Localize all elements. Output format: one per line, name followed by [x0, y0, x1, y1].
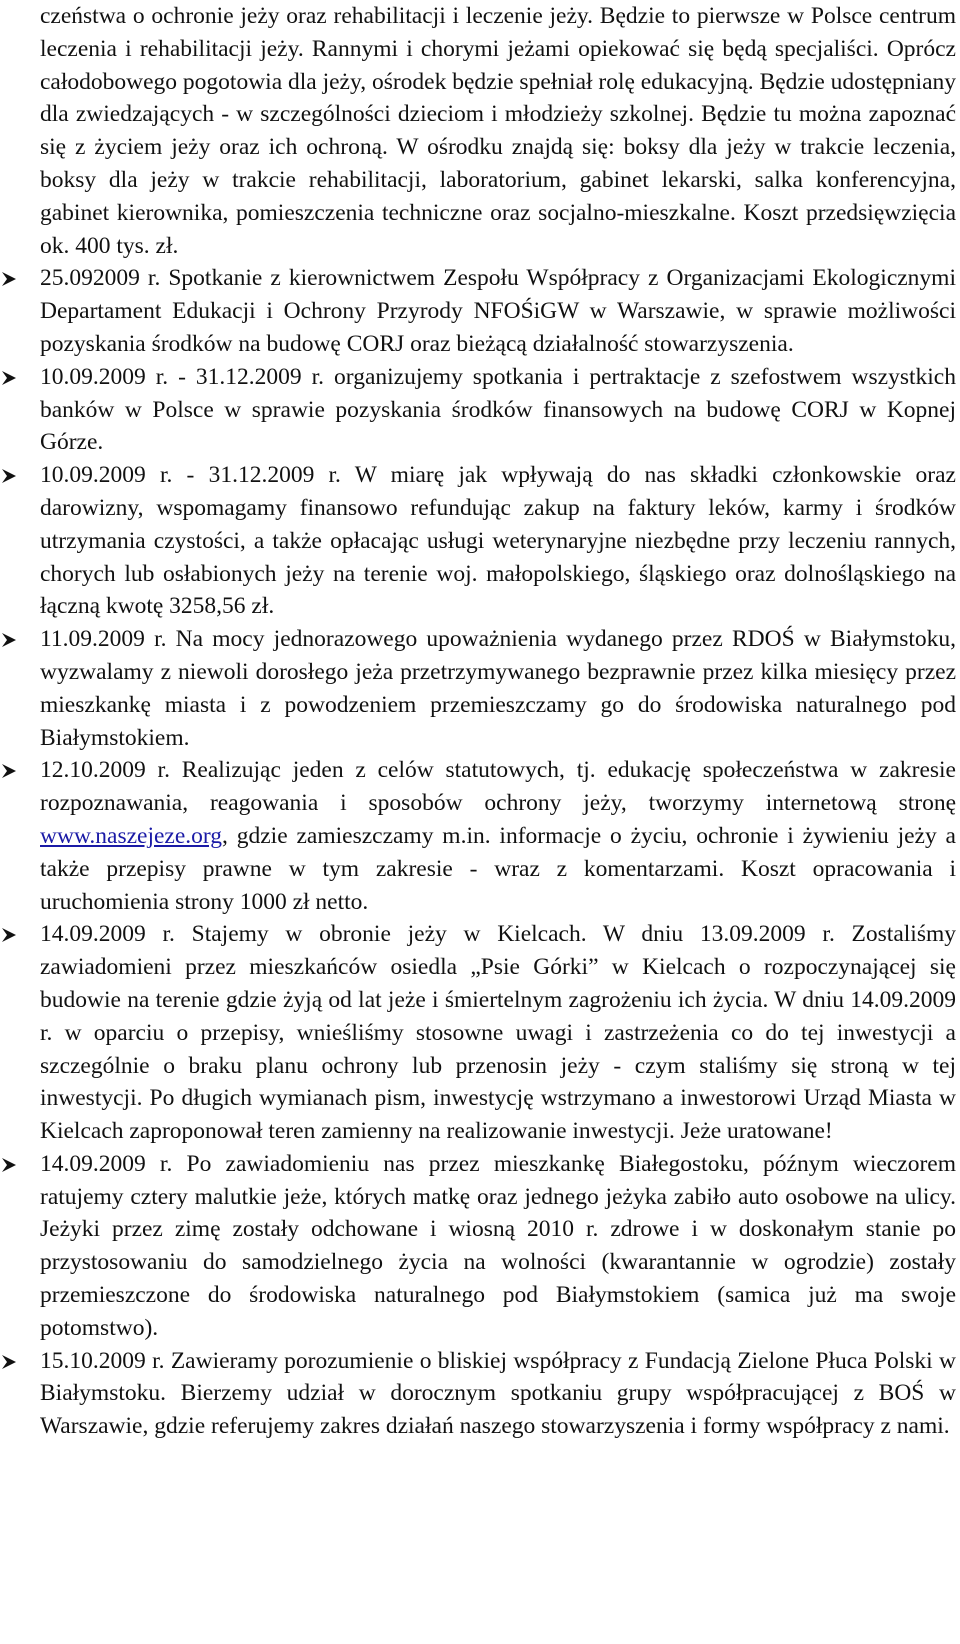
list-item-text: 10.09.2009 r. - 31.12.2009 r. W miarę jak wpływają do nas składki członkowskie oraz darowizny, wspomagamy finansowo refundując zakup na faktury leków, karmy i środków utrzymania czystości, a także opłacając usługi weterynaryjne niezbędne przy leczeniu rannych, chorych lub osłabionych jeży na terenie woj. małopolskiego, śląskiego oraz dolnośląskiego na łączną kwotę 3258,56 zł.: [40, 462, 956, 620]
list-item: [0, 918, 956, 1148]
list-item-text: 14.09.2009 r. Po zawiadomieniu nas przez mieszkankę Białegostoku, późnym wieczorem ratujemy cztery malutkie jeże, których matkę oraz jednego jeżyka zabiło auto osobowe na ulicy. Jeżyki przez zimę zostały odchowane i wiosną 2010 r. zdrowe i w doskonałym stanie po przystosowaniu do samodzielnego życia na wolności (kwarantannie w ogrodzie) zostały przemieszczone do środowiska naturalnego pod Białymstokiem (samica już ma swoje potomstwo).: [40, 1150, 956, 1341]
arrowhead-bullet-icon: [0, 1353, 18, 1371]
list-item-text: 11.09.2009 r. Na mocy jednorazowego upoważnienia wydanego przez RDOŚ w Białymstoku, wyzwalamy z niewoli dorosłego jeża przetrzymywanego bezprawnie przez kilka miesięcy przez mieszkankę miasta i z powodzeniem przemieszczamy go do środowiska naturalnego pod Białymstokiem.: [40, 626, 956, 751]
list-item: [0, 459, 956, 623]
arrowhead-bullet-icon: [0, 1156, 18, 1174]
list-item: [0, 262, 956, 360]
list-item-text: 15.10.2009 r. Zawieramy porozumienie o bliskiej współpracy z Fundacją Zielone Płuca Polski w Białymstoku. Bierzemy udział w dorocznym spotkaniu grupy współpracującej z BOŚ w Warszawie, gdzie referujemy zakres działań naszego stowarzyszenia i formy współpracy z nami.: [40, 1347, 956, 1440]
list-item-text-before: 12.10.2009 r. Realizując jeden z celów statutowych, tj. edukację społeczeństwa w zakresie rozpoznawania, reagowania i sposobów ochrony jeży, tworzymy internetową stronę: [40, 757, 956, 817]
arrowhead-bullet-icon: [0, 369, 18, 387]
arrowhead-bullet-icon: [0, 270, 18, 288]
list-item: [0, 361, 956, 459]
list-item: [0, 1345, 956, 1443]
list-item: [0, 623, 956, 754]
list-item-text: 25.092009 r. Spotkanie z kierownictwem Zespołu Współpracy z Organizacjami Ekologicznymi Departament Edukacji i Ochrony Przyrody NFOŚiGW w Warszawie, w sprawie możliwości pozyskania środków na budowę CORJ oraz bieżącą działalność stowarzyszenia.: [40, 265, 956, 357]
intro-paragraph: czeństwa o ochronie jeży oraz rehabilitacji i leczenie jeży. Będzie to pierwsze w Polsce centrum leczenia i rehabilitacji jeży. Rannymi i chorymi jeżami opiekować się będą specjaliści. Oprócz całodobowego pogotowia dla jeży, ośrodek będzie spełniał rolę edukacyjną. Będzie udostępniany dla zwiedzających - w szczególności dzieciom i młodzieży szkolnej. Będzie tu można zapoznać się z życiem jeży oraz ich ochroną. W ośrodku znajdą się: boksy dla jeży w trakcie leczenia, boksy dla jeży w trakcie rehabilitacji, laboratorium, gabinet lekarski, salka konferencyjna, gabinet kierownika, pomieszczenia techniczne oraz socjalno-mieszkalne. Koszt przedsięwzięcia ok. 400 tys. zł.: [40, 3, 956, 259]
arrowhead-bullet-icon: [0, 467, 18, 485]
arrowhead-bullet-icon: [0, 926, 18, 944]
arrowhead-bullet-icon: [0, 631, 18, 649]
list-item: [0, 754, 956, 918]
website-link[interactable]: www.naszejeze.org: [40, 822, 223, 849]
event-list: [0, 262, 960, 1443]
list-item-text: 14.09.2009 r. Stajemy w obronie jeży w Kielcach. W dniu 13.09.2009 r. Zostaliśmy zawiadomieni przez mieszkańców osiedla „Psie Górki” w Kielcach o rozpoczynającej się budowie na terenie gdzie żyją od lat jeże i śmiertelnym zagrożeniu ich życia. W dniu 14.09.2009 r. w oparciu o przepisy, wnieśliśmy stosowne uwagi i zastrzeżenia co do tej inwestycji a szczególnie o braku planu ochrony lub przenosin jeży - czym staliśmy się stroną w tej inwestycji. Po długich wymianach pism, inwestycję wstrzymano a inwestorowi Urząd Miasta w Kielcach zaproponował teren zamienny na realizowanie inwestycji. Jeże uratowane!: [40, 921, 956, 1145]
list-item-text-after: , gdzie zamieszczamy m.in. informacje o życiu, ochronie i żywieniu jeży a także przepisy prawne w tym zakresie - wraz z komentarzami. Koszt opracowania i uruchomienia strony 1000 zł netto.: [40, 822, 956, 915]
arrowhead-bullet-icon: [0, 762, 18, 780]
list-item-text: 10.09.2009 r. - 31.12.2009 r. organizujemy spotkania i pertraktacje z szefostwem wszystkich banków w Polsce w sprawie pozyskania środków finansowych na budowę CORJ w Kopnej Górze.: [40, 363, 956, 456]
list-item: [0, 1148, 956, 1345]
